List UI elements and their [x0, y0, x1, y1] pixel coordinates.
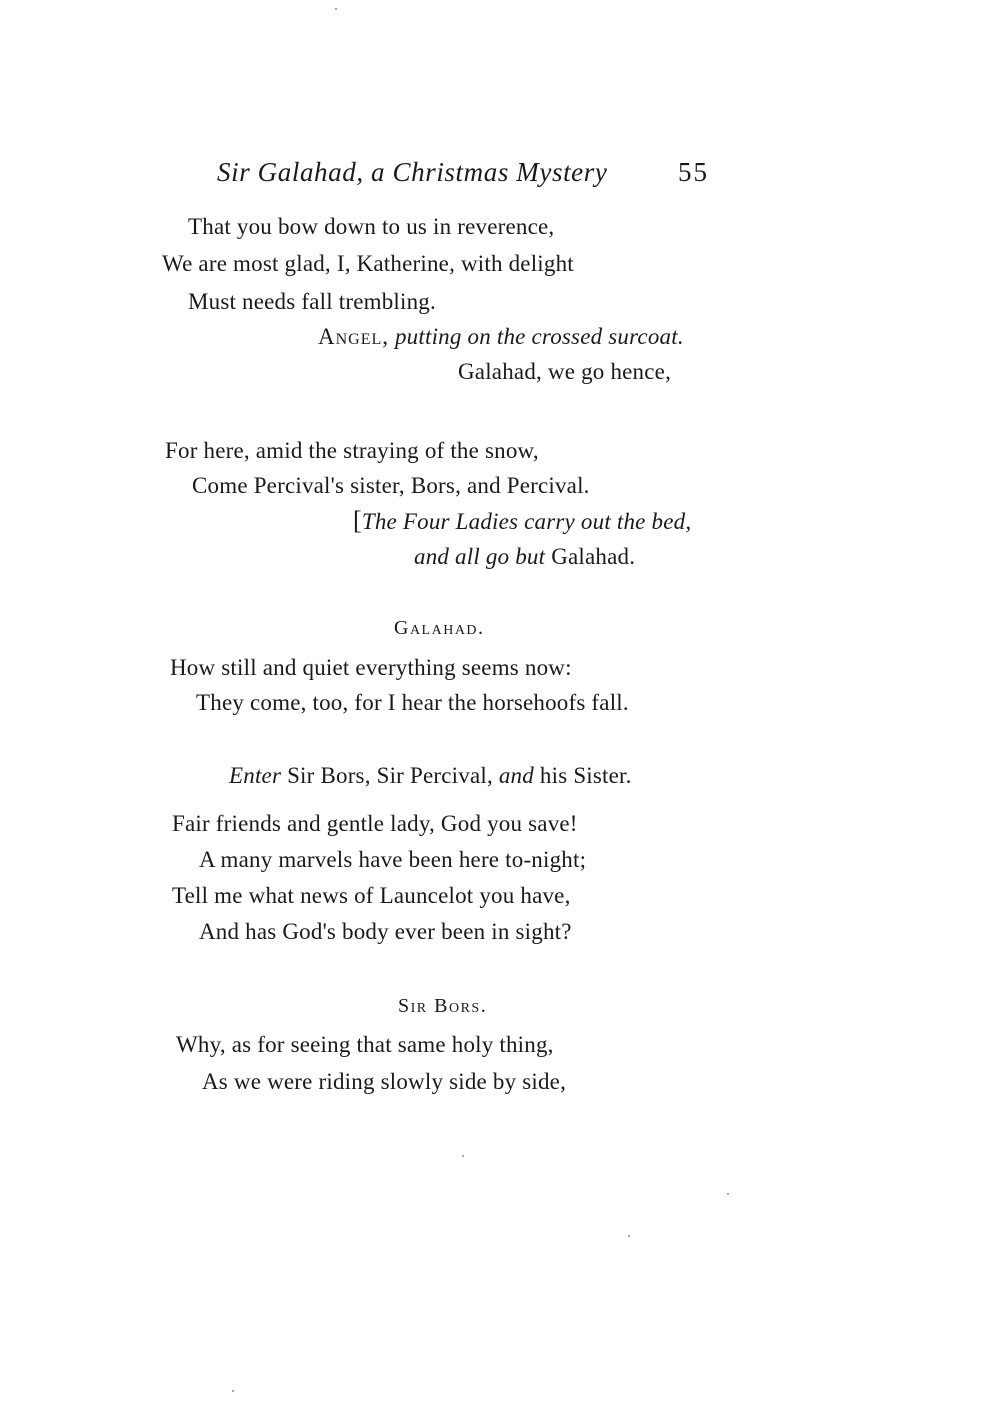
paper-speck — [628, 1235, 630, 1237]
stage-direction — [414, 545, 635, 568]
verse-line: Why, as for seeing that same holy thing, — [176, 1032, 554, 1057]
direction-and: and — [498, 763, 534, 788]
verse-line: Must needs fall trembling. — [188, 289, 436, 314]
character-name: Galahad. — [551, 544, 636, 569]
verse-line: As we were riding slowly side by side, — [202, 1069, 567, 1094]
stage-direction — [353, 508, 691, 534]
paper-speck — [232, 1390, 234, 1392]
direction-text: The Four Ladies carry out the bed, — [361, 509, 692, 534]
verse-line: Galahad, we go hence, — [458, 359, 672, 384]
direction-text: putting on the crossed surcoat. — [394, 324, 684, 349]
verse-line: That you bow down to us in reverence, — [188, 214, 555, 239]
running-header-title: Sir Galahad, a Christmas Mystery — [217, 157, 608, 187]
paper-speck — [462, 1155, 464, 1157]
verse-line: And has God's body ever been in sight? — [199, 919, 572, 944]
stage-bracket: [ — [353, 506, 362, 535]
verse-line: How still and quiet everything seems now: — [170, 655, 572, 680]
paper-speck — [335, 8, 337, 10]
speaker-heading: Galahad. — [394, 617, 485, 639]
stage-direction — [318, 325, 684, 348]
speaker-heading: Sir Bors. — [398, 995, 488, 1017]
verse-line: For here, amid the straying of the snow, — [165, 438, 539, 463]
verse-line: Tell me what news of Launcelot you have, — [172, 883, 571, 908]
character-sister: his Sister. — [539, 763, 632, 788]
page-number: 55 — [678, 157, 709, 187]
paper-speck — [727, 1193, 729, 1195]
speaker-name: Angel, — [318, 324, 390, 349]
verse-line: A many marvels have been here to-night; — [199, 847, 587, 872]
verse-line: Fair friends and gentle lady, God you save! — [172, 811, 578, 836]
direction-enter: Enter — [229, 763, 282, 788]
verse-line: We are most glad, I, Katherine, with delight — [162, 251, 574, 276]
verse-line: They come, too, for I hear the horsehoofs fall. — [196, 690, 629, 715]
verse-line: Come Percival's sister, Bors, and Percival. — [192, 473, 590, 498]
direction-text: and all go but — [414, 544, 546, 569]
character-names: Sir Bors, Sir Percival, — [287, 763, 493, 788]
stage-direction — [229, 764, 632, 787]
